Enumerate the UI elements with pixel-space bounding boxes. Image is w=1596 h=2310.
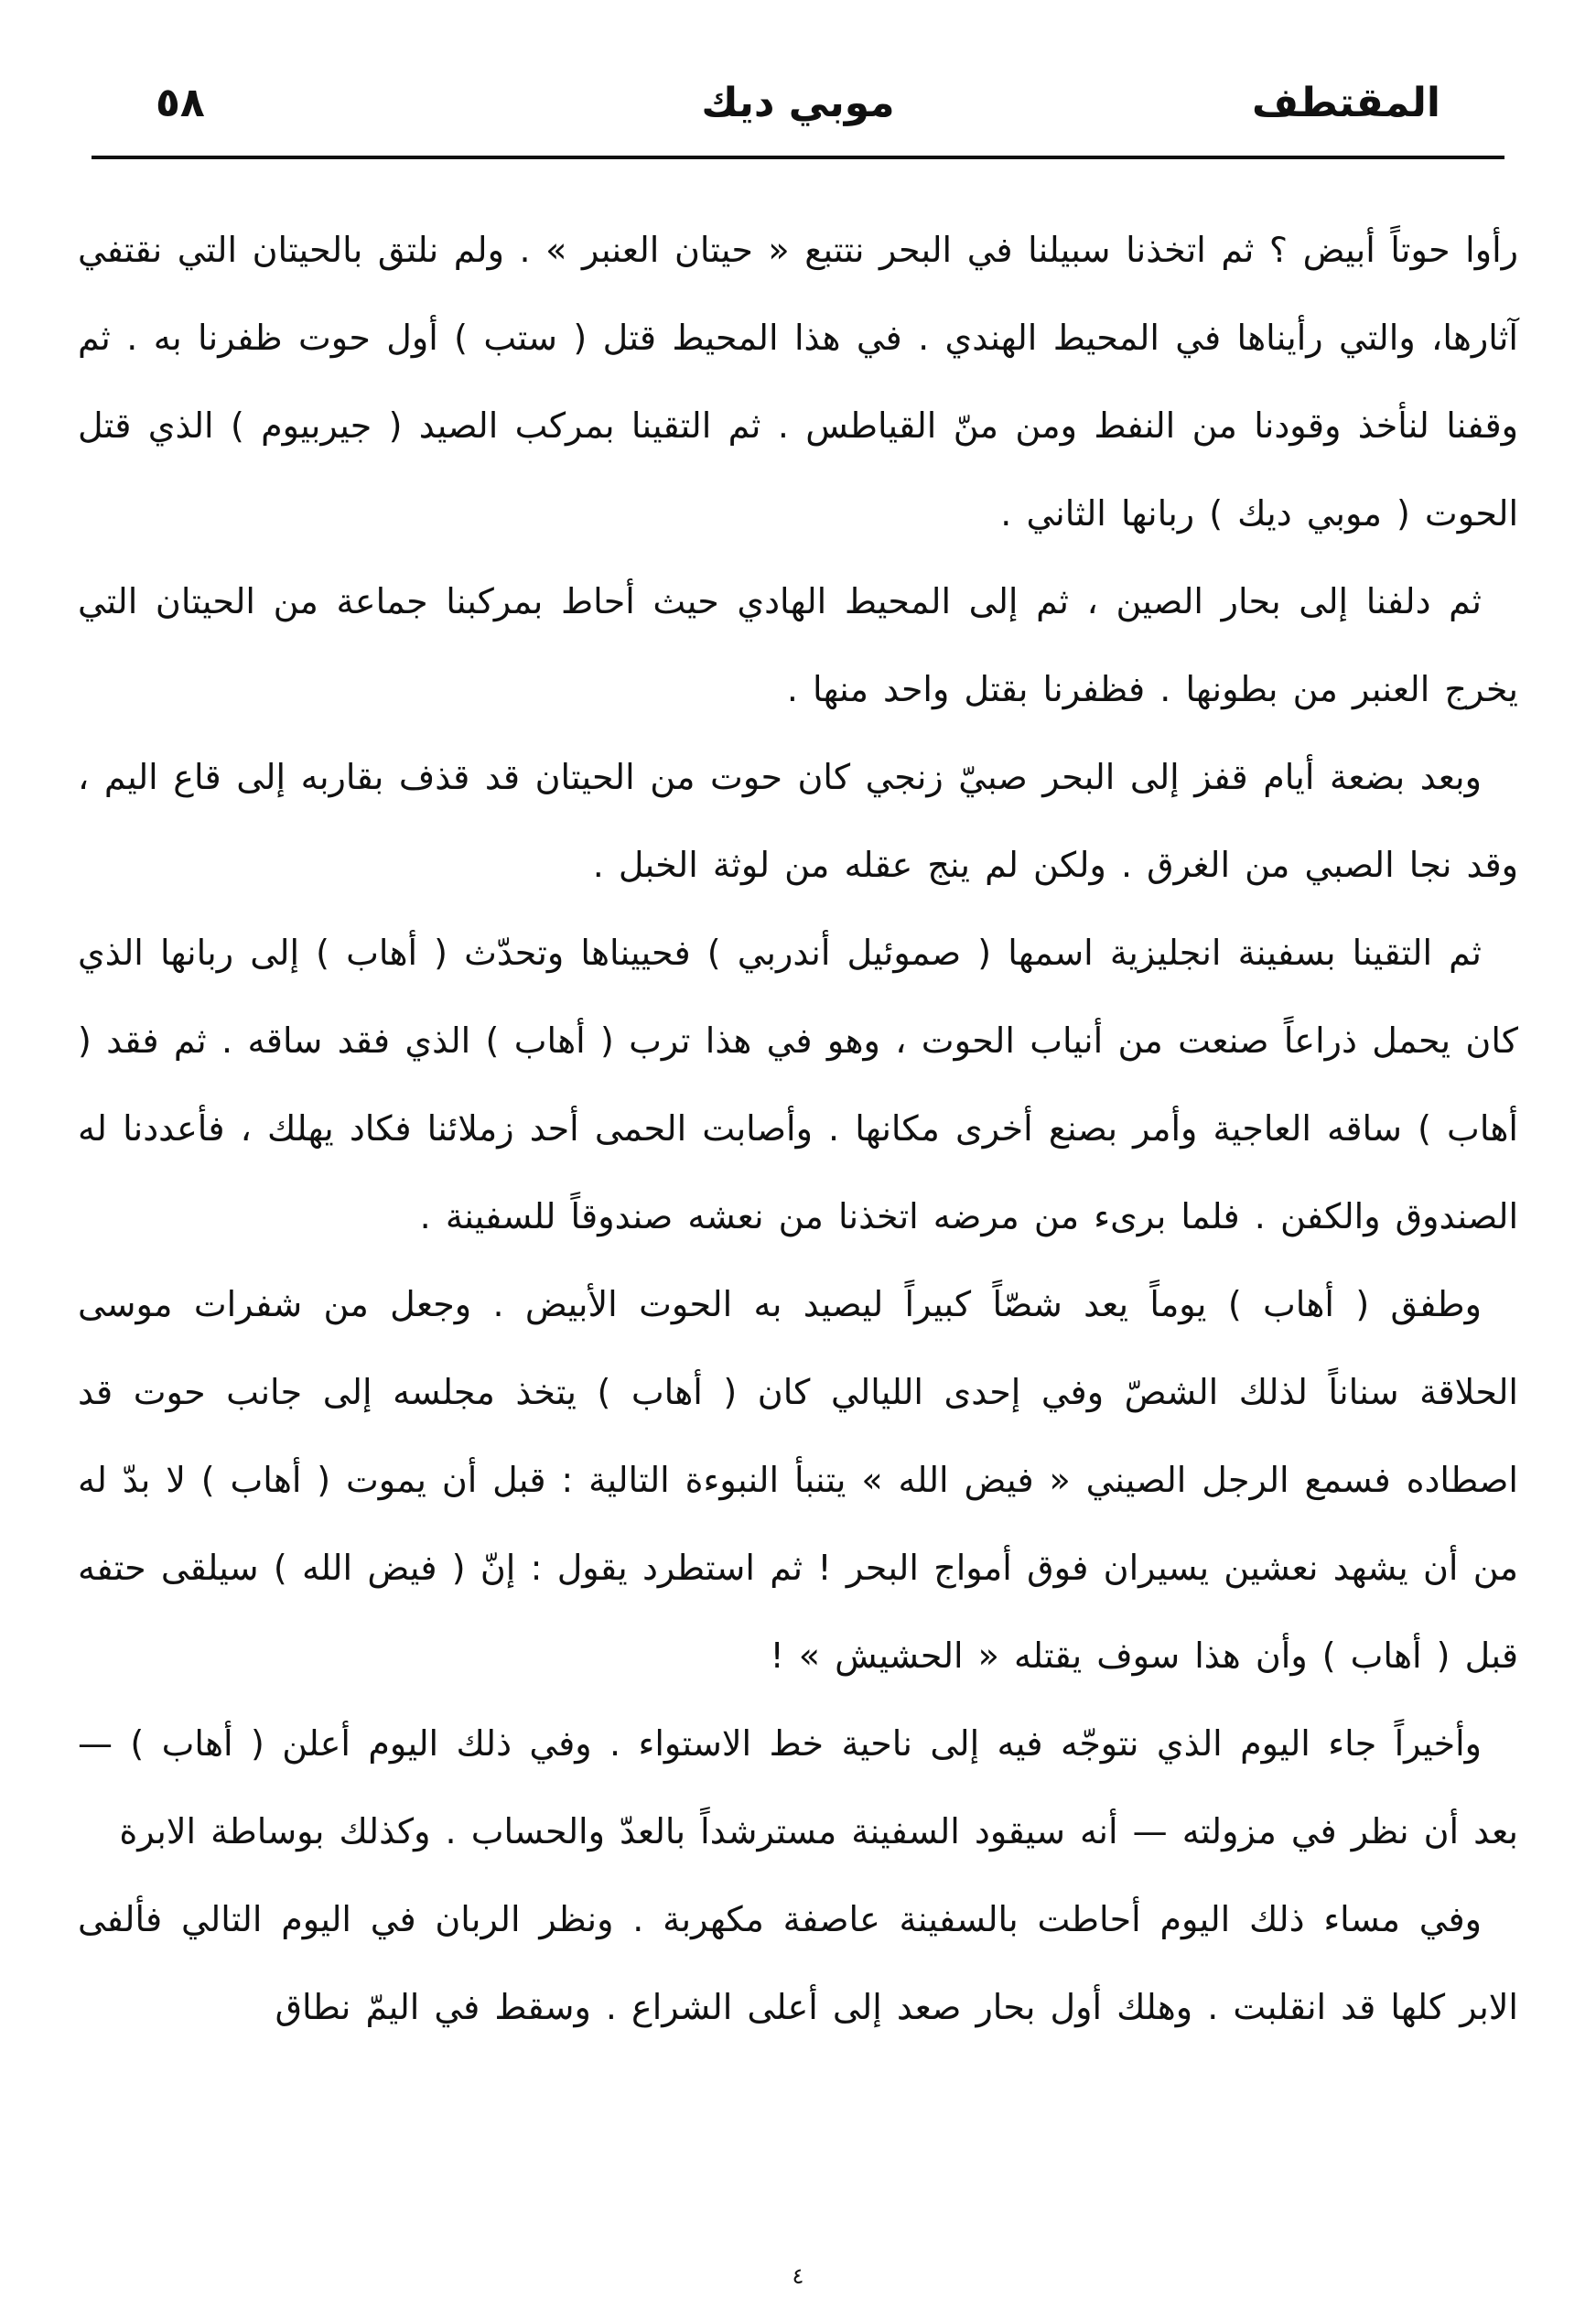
paragraph-7: وفي مساء ذلك اليوم أحاطت بالسفينة عاصفة مكهربة . ونظر الربان في اليوم التالي فألفى الابر كلها قد انقلبت . وهلك أول بحار صعد إلى أعلى الشراع . وسقط في اليمّ نطاق bbox=[78, 1899, 1518, 2027]
paragraph-1: رأوا حوتاً أبيض ؟ ثم اتخذنا سبيلنا في البحر نتتبع « حيتان العنبر » . ولم نلتق بالحيتان التي نقتفي آثارها، والتي رأيناها في المحيط الهندي . في هذا المحيط قتل ( ستب ) أول حوت ظفرنا به . ثم وقفنا لنأخذ وقودنا من النفط ومن منّ القياطس . ثم التقينا بمركب الصيد ( جيربيوم ) الذي قتل الحوت ( موبي ديك ) ربانها الثاني . bbox=[78, 230, 1518, 534]
paragraph-6: وأخيراً جاء اليوم الذي نتوجّه فيه إلى ناحية خط الاستواء . وفي ذلك اليوم أعلن ( أهاب ) — بعد أن نظر في مزولته — أنه سيقود السفينة مسترشداً بالعدّ والحساب . وكذلك بوساطة الابرة bbox=[78, 1723, 1518, 1851]
article-body bbox=[78, 206, 1518, 2051]
paragraph-4: ثم التقينا بسفينة انجليزية اسمها ( صموئيل أندربي ) فحييناها وتحدّث ( أهاب ) إلى ربانها الذي كان يحمل ذراعاً صنعت من أنياب الحوت ، وهو في هذا ترب ( أهاب ) الذي فقد ساقه . ثم فقد ( أهاب ) ساقه العاجية وأمر بصنع أخرى مكانها . وأصابت الحمى أحد زملائنا فكاد يهلك ، فأعددنا له الصندوق والكفن . فلما برىء من مرضه اتخذنا من نعشه صندوقاً للسفينة . bbox=[78, 933, 1518, 1236]
page-header bbox=[156, 71, 1440, 135]
signature-mark: ٤ bbox=[792, 2263, 804, 2289]
page-number: ٥٨ bbox=[156, 80, 205, 126]
running-title: موبي ديك bbox=[701, 80, 895, 126]
paragraph-2: ثم دلفنا إلى بحار الصين ، ثم إلى المحيط الهادي حيث أحاط بمركبنا جماعة من الحيتان التي يخرج العنبر من بطونها . فظفرنا بقتل واحد منها . bbox=[78, 581, 1518, 709]
journal-name: المقتطف bbox=[1252, 80, 1440, 126]
paragraph-5: وطفق ( أهاب ) يوماً يعد شصّاً كبيراً ليصيد به الحوت الأبيض . وجعل من شفرات موسى الحلاقة سناناً لذلك الشصّ وفي إحدى الليالي كان ( أهاب ) يتخذ مجلسه إلى جانب حوت قد اصطاده فسمع الرجل الصيني « فيض الله » يتنبأ النبوءة التالية : قبل أن يموت ( أهاب ) لا بدّ له من أن يشهد نعشين يسيران فوق أمواج البحر ! ثم استطرد يقول : إنّ ( فيض الله ) سيلقى حتفه قبل ( أهاب ) وأن هذا سوف يقتله « الحشيش » ! bbox=[78, 1284, 1518, 1676]
paragraph-3: وبعد بضعة أيام قفز إلى البحر صبيّ زنجي كان حوت من الحيتان قد قذف بقاربه إلى قاع اليم ، وقد نجا الصبي من الغرق . ولكن لم ينج عقله من لوثة الخبل . bbox=[78, 757, 1518, 885]
header-rule bbox=[92, 156, 1504, 159]
